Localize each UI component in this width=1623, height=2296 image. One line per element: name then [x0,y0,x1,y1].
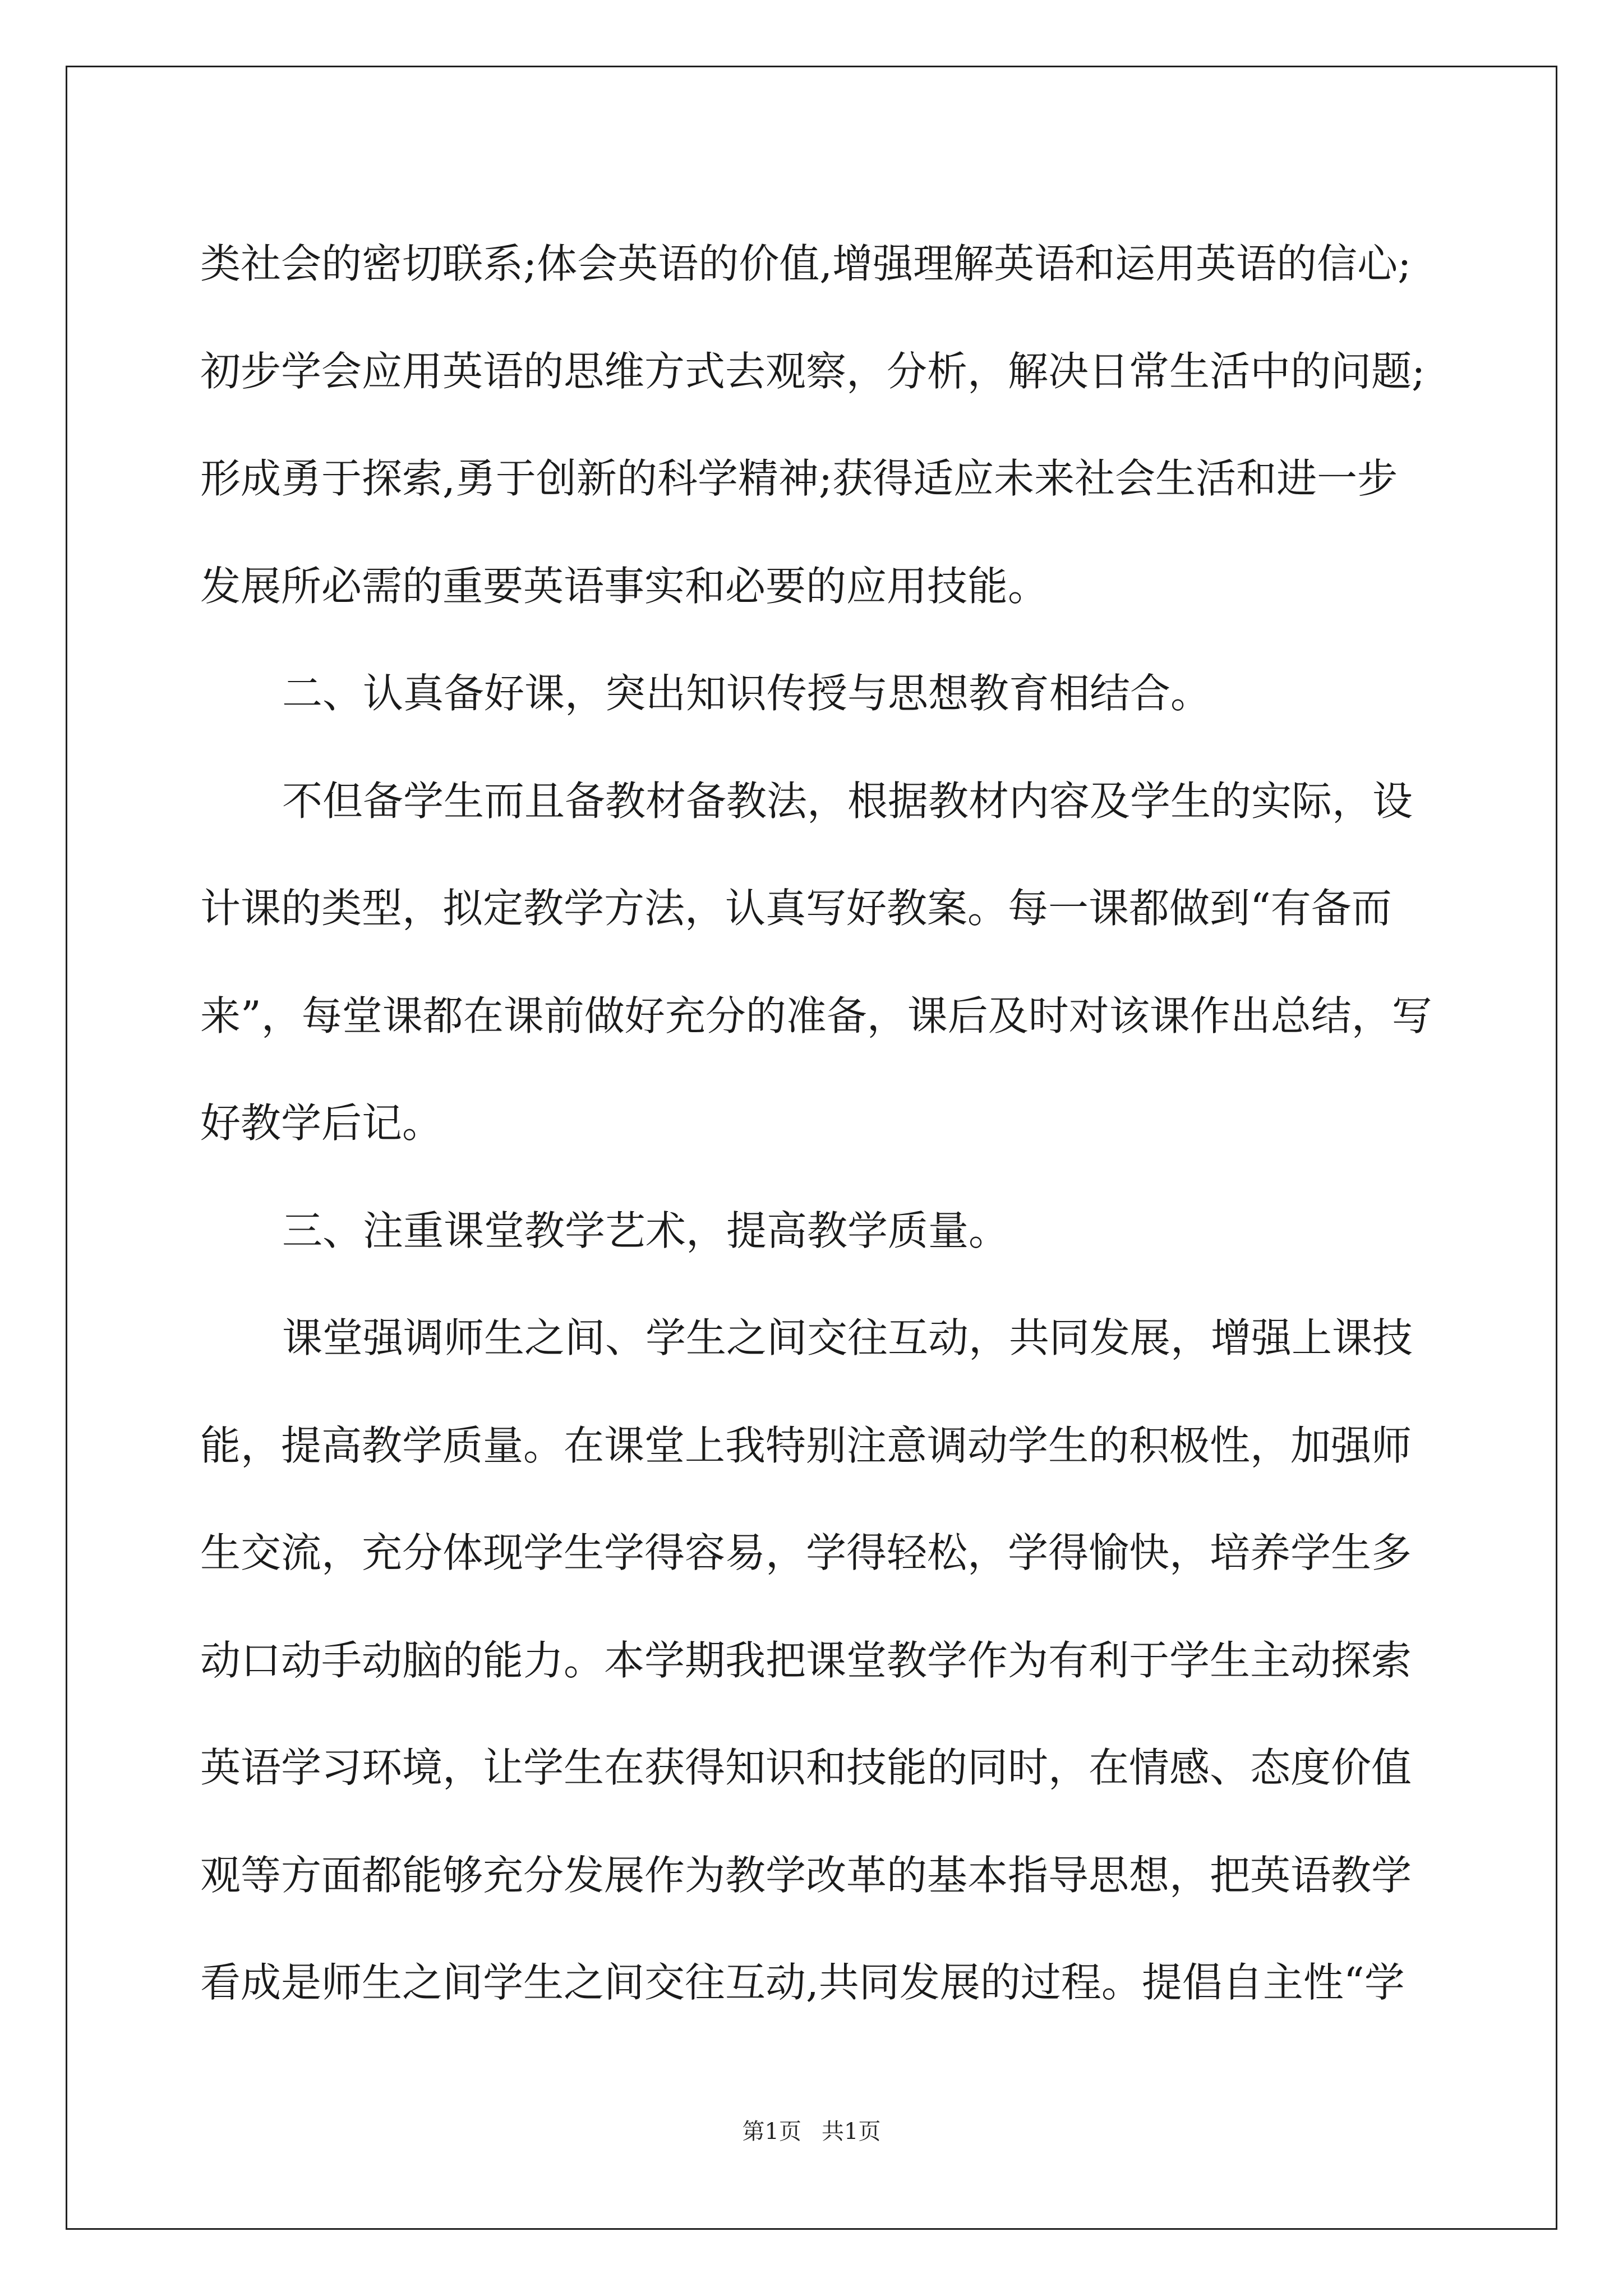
text-line: 三、注重课堂教学艺术，提高教学质量。 [282,1207,1009,1254]
text-line: 英语学习环境，让学生在获得知识和技能的同时，在情感、态度价值 [200,1744,1412,1791]
text-line: 能，提高教学质量。在课堂上我特别注意调动学生的积极性，加强师 [200,1421,1412,1469]
text-line: 好教学后记。 [200,1099,443,1147]
text-line: 观等方面都能够充分发展作为教学改革的基本指导思想，把英语教学 [200,1851,1412,1899]
text-line: 发展所必需的重要英语事实和必要的应用技能。 [200,562,1049,610]
text-line: 动口动手动脑的能力。本学期我把课堂教学作为有利于学生主动探索 [200,1636,1412,1684]
text-line: 计课的类型，拟定教学方法，认真写好教案。每一课都做到“有备而 [200,885,1392,932]
text-line: 生交流，充分体现学生学得容易，学得轻松，学得愉快，培养学生多 [200,1529,1412,1576]
text-line: 来”，每堂课都在课前做好充分的准备，课后及时对该课作出总结，写 [200,992,1432,1039]
page-footer [0,2114,1623,2146]
page-total: 共1页 [822,2119,881,2145]
text-line: 形成勇于探索,勇于创新的科学精神;获得适应未来社会生活和进一步 [200,455,1398,502]
text-line: 初步学会应用英语的思维方式去观察，分析，解决日常生活中的问题; [200,347,1426,395]
document-body [200,210,1432,2037]
text-line: 类社会的密切联系;体会英语的价值,增强理解英语和运用英语的信心; [200,240,1412,287]
text-line: 二、认真备好课，突出知识传授与思想教育相结合。 [282,670,1211,717]
text-line: 看成是师生之间学生之间交往互动,共同发展的过程。提倡自主性“学 [200,1959,1405,2006]
page-number: 第1页 [742,2119,801,2145]
text-line: 课堂强调师生之间、学生之间交往互动，共同发展，增强上课技 [282,1314,1413,1361]
text-line: 不但备学生而且备教材备教法，根据教材内容及学生的实际，设 [282,777,1413,825]
